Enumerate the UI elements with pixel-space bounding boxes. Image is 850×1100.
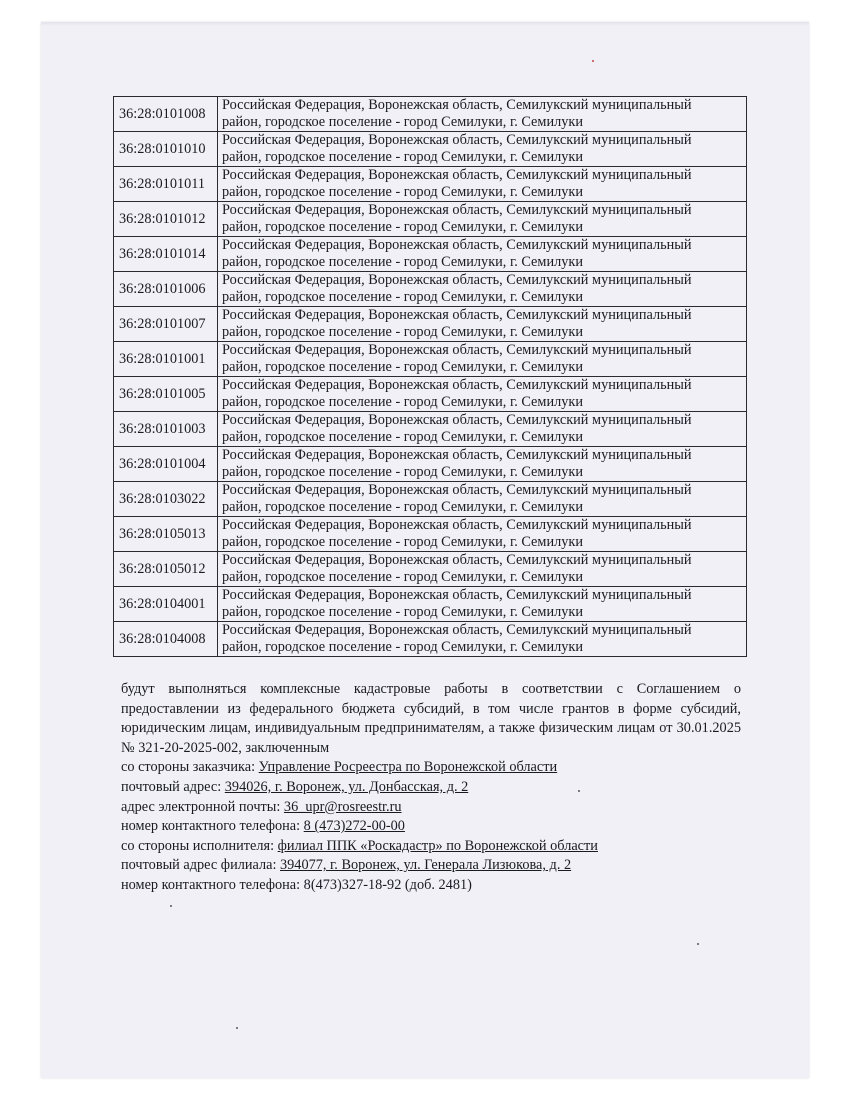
cadastral-number: 36:28:0101004 [114, 447, 218, 482]
address-line-1: Российская Федерация, Воронежская область, Семилукский муниципальный [222, 622, 692, 638]
address-line-2: район, городское поселение - город Семилуки, г. Семилуки [222, 569, 583, 585]
branch-phone-line [121, 876, 741, 896]
address-line-2: район, городское поселение - город Семилуки, г. Семилуки [222, 324, 583, 340]
address-line-1: Российская Федерация, Воронежская область, Семилукский муниципальный [222, 377, 692, 393]
table-row [114, 552, 747, 587]
cadastral-number: 36:28:0103022 [114, 482, 218, 517]
phone-value: 8 (473)272-00-00 [303, 818, 405, 835]
cadastral-number: 36:28:0101001 [114, 342, 218, 377]
parcels-table [113, 96, 747, 657]
table-row [114, 412, 747, 447]
address-line-1: Российская Федерация, Воронежская область, Семилукский муниципальный [222, 342, 692, 358]
address-line-1: Российская Федерация, Воронежская область, Семилукский муниципальный [222, 552, 692, 568]
parcel-address [218, 517, 747, 552]
table-row [114, 377, 747, 412]
postal-line [121, 778, 741, 798]
address-line-1: Российская Федерация, Воронежская область, Семилукский муниципальный [222, 307, 692, 323]
address-line-2: район, городское поселение - город Семилуки, г. Семилуки [222, 149, 583, 165]
cadastral-number: 36:28:0101007 [114, 307, 218, 342]
branch-phone-value: 8(473)327-18-92 (доб. 2481) [303, 876, 472, 893]
parcels-table-body [114, 97, 747, 657]
parcel-address [218, 132, 747, 167]
cadastral-number: 36:28:0105013 [114, 517, 218, 552]
postal-label: почтовый адрес: [121, 778, 225, 795]
contractor-value: филиал ППК «Роскадастр» по Воронежской области [277, 837, 598, 854]
address-line-2: район, городское поселение - город Семилуки, г. Семилуки [222, 219, 583, 235]
parcel-address [218, 272, 747, 307]
address-line-1: Российская Федерация, Воронежская область, Семилукский муниципальный [222, 167, 692, 183]
email-value: 36_upr@rosreestr.ru [283, 798, 402, 815]
email-line [121, 798, 741, 818]
parcel-address [218, 482, 747, 517]
contractor-label: со стороны исполнителя: [121, 837, 278, 854]
cadastral-number: 36:28:0101008 [114, 97, 218, 132]
address-line-2: район, городское поселение - город Семилуки, г. Семилуки [222, 429, 583, 445]
address-line-2: район, городское поселение - город Семилуки, г. Семилуки [222, 254, 583, 270]
table-row [114, 447, 747, 482]
cadastral-number: 36:28:0101003 [114, 412, 218, 447]
parcel-address [218, 552, 747, 587]
scan-edge [41, 22, 809, 26]
parcel-address [218, 342, 747, 377]
address-line-2: район, городское поселение - город Семилуки, г. Семилуки [222, 359, 583, 375]
table-row [114, 342, 747, 377]
table-row [114, 272, 747, 307]
table-row [114, 517, 747, 552]
customer-value: Управление Росреестра по Воронежской области [258, 759, 558, 776]
cadastral-number: 36:28:0101014 [114, 237, 218, 272]
body-text [121, 680, 741, 896]
postal-value: 394026, г. Воронеж, ул. Донбасская, д. 2 [224, 778, 469, 795]
table-row [114, 482, 747, 517]
parcel-address [218, 97, 747, 132]
parcel-address [218, 447, 747, 482]
address-line-1: Российская Федерация, Воронежская область, Семилукский муниципальный [222, 237, 692, 253]
branch-phone-label: номер контактного телефона: [121, 876, 304, 893]
address-line-1: Российская Федерация, Воронежская область, Семилукский муниципальный [222, 587, 692, 603]
table-row [114, 202, 747, 237]
table-row [114, 587, 747, 622]
address-line-1: Российская Федерация, Воронежская область, Семилукский муниципальный [222, 272, 692, 288]
table-row [114, 167, 747, 202]
address-line-1: Российская Федерация, Воронежская область, Семилукский муниципальный [222, 202, 692, 218]
cadastral-number: 36:28:0104008 [114, 622, 218, 657]
scan-speck [697, 943, 699, 945]
table-row [114, 132, 747, 167]
cadastral-number: 36:28:0101010 [114, 132, 218, 167]
cadastral-number: 36:28:0101006 [114, 272, 218, 307]
email-label: адрес электронной почты: [121, 798, 284, 815]
address-line-2: район, городское поселение - город Семилуки, г. Семилуки [222, 464, 583, 480]
cadastral-number: 36:28:0104001 [114, 587, 218, 622]
intro-paragraph: будут выполняться комплексные кадастровые работы в соответствии с Соглашением о предоставлении из федерального бюджета субсидий, в том числе грантов в форме субсидий, юридическим лицам, индивидуальным предпринимателям, а также физическим лицам от 30.01.2025 № 321-20-2025-002, заключенным [121, 681, 741, 756]
cadastral-number: 36:28:0101005 [114, 377, 218, 412]
address-line-2: район, городское поселение - город Семилуки, г. Семилуки [222, 639, 583, 655]
cadastral-number: 36:28:0101012 [114, 202, 218, 237]
address-line-2: район, городское поселение - город Семилуки, г. Семилуки [222, 604, 583, 620]
scan-speck [236, 1027, 238, 1029]
phone-line [121, 817, 741, 837]
address-line-1: Российская Федерация, Воронежская область, Семилукский муниципальный [222, 412, 692, 428]
address-line-2: район, городское поселение - город Семилуки, г. Семилуки [222, 289, 583, 305]
address-line-1: Российская Федерация, Воронежская область, Семилукский муниципальный [222, 482, 692, 498]
scan-speck [578, 790, 580, 792]
address-line-2: район, городское поселение - город Семилуки, г. Семилуки [222, 499, 583, 515]
parcel-address [218, 587, 747, 622]
branch-postal-value: 394077, г. Воронеж, ул. Генерала Лизюкова, д. 2 [280, 857, 572, 874]
parcel-address [218, 412, 747, 447]
table-row [114, 237, 747, 272]
parcel-address [218, 202, 747, 237]
scan-speck [592, 60, 594, 62]
table-row [114, 307, 747, 342]
address-line-1: Российская Федерация, Воронежская область, Семилукский муниципальный [222, 517, 692, 533]
customer-line [121, 758, 741, 778]
parcel-address [218, 307, 747, 342]
contractor-line [121, 837, 741, 857]
customer-label: со стороны заказчика: [121, 759, 259, 776]
address-line-1: Российская Федерация, Воронежская область, Семилукский муниципальный [222, 447, 692, 463]
branch-postal-label: почтовый адрес филиала: [121, 857, 280, 874]
address-line-1: Российская Федерация, Воронежская область, Семилукский муниципальный [222, 97, 692, 113]
cadastral-number: 36:28:0105012 [114, 552, 218, 587]
address-line-1: Российская Федерация, Воронежская область, Семилукский муниципальный [222, 132, 692, 148]
address-line-2: район, городское поселение - город Семилуки, г. Семилуки [222, 114, 583, 130]
parcel-address [218, 622, 747, 657]
branch-postal-line [121, 856, 741, 876]
parcel-address [218, 377, 747, 412]
address-line-2: район, городское поселение - город Семилуки, г. Семилуки [222, 394, 583, 410]
table-row [114, 97, 747, 132]
parcel-address [218, 167, 747, 202]
scan-speck [170, 905, 172, 907]
address-line-2: район, городское поселение - город Семилуки, г. Семилуки [222, 184, 583, 200]
address-line-2: район, городское поселение - город Семилуки, г. Семилуки [222, 534, 583, 550]
phone-label: номер контактного телефона: [121, 818, 304, 835]
cadastral-number: 36:28:0101011 [114, 167, 218, 202]
parcel-address [218, 237, 747, 272]
table-row [114, 622, 747, 657]
